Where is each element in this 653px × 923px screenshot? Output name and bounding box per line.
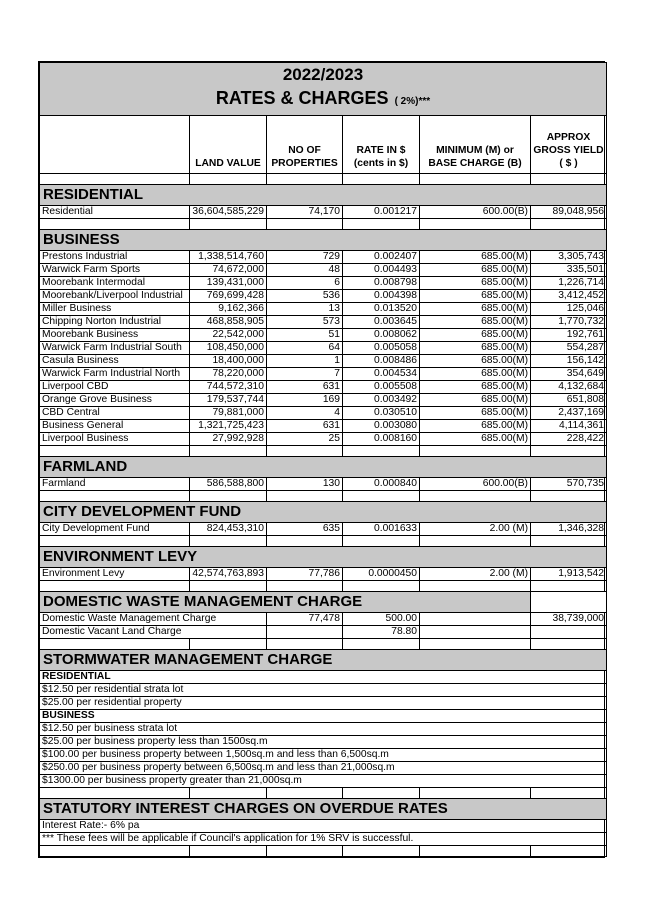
cell-no-of-properties: 7 — [267, 368, 343, 381]
cell-gross-yield: 651,808 — [531, 394, 607, 407]
title-main: RATES & CHARGES — [215, 88, 389, 108]
cell-no-of-properties: 536 — [267, 290, 343, 303]
cell-land-value: 78,220,000 — [190, 368, 267, 381]
section-farmland — [40, 457, 607, 478]
cell-minimum: 685.00(M) — [420, 381, 531, 394]
header-rate: RATE IN $ (cents in $) — [343, 116, 420, 174]
cell-no-of-properties: 51 — [267, 329, 343, 342]
rates-sheet — [38, 61, 605, 858]
list-item — [40, 723, 607, 736]
title-cell — [40, 63, 607, 116]
table-row — [40, 433, 607, 446]
cell-land-value: 18,400,000 — [190, 355, 267, 368]
cell-row-label: Residential — [40, 206, 190, 219]
full-text: $1300.00 per business property greater than 21,000sq.m — [40, 775, 607, 788]
cell-no-of-properties: 77,786 — [267, 568, 343, 581]
cell-no-of-properties — [267, 626, 343, 639]
cell-no-of-properties: 77,478 — [267, 613, 343, 626]
title-year: 2022/2023 — [282, 65, 364, 84]
header-yield: APPROX GROSS YIELD ( $ ) — [531, 116, 607, 174]
header-row — [40, 116, 607, 174]
list-item — [40, 833, 607, 846]
cell-gross-yield: 1,346,328 — [531, 523, 607, 536]
spacer-row — [40, 581, 607, 592]
cell-gross-yield: 125,046 — [531, 303, 607, 316]
cell-gross-yield: 335,501 — [531, 264, 607, 277]
cell-land-value: 74,672,000 — [190, 264, 267, 277]
cell-minimum: 685.00(M) — [420, 303, 531, 316]
cell-gross-yield: 4,114,361 — [531, 420, 607, 433]
section-title: FARMLAND — [40, 457, 607, 478]
list-item — [40, 671, 607, 684]
cell-land-value: 22,542,000 — [190, 329, 267, 342]
cell-charge: 78.80 — [343, 626, 420, 639]
spacer-row — [40, 219, 607, 230]
cell-land-value: 468,858,905 — [190, 316, 267, 329]
cell-no-of-properties: 169 — [267, 394, 343, 407]
table-row — [40, 381, 607, 394]
section-cdf — [40, 502, 607, 523]
list-item — [40, 762, 607, 775]
cell-minimum: 685.00(M) — [420, 394, 531, 407]
cell-rate: 0.002407 — [343, 251, 420, 264]
table-row — [40, 264, 607, 277]
table-row — [40, 251, 607, 264]
cell-no-of-properties: 573 — [267, 316, 343, 329]
table-row — [40, 316, 607, 329]
cell-no-of-properties: 1 — [267, 355, 343, 368]
title-row — [40, 63, 607, 116]
cell-minimum: 600.00(B) — [420, 206, 531, 219]
cell-gross-yield: 554,287 — [531, 342, 607, 355]
cell-minimum: 685.00(M) — [420, 368, 531, 381]
cell-gross-yield: 354,649 — [531, 368, 607, 381]
cell-rate: 0.000840 — [343, 478, 420, 491]
section-title: RESIDENTIAL — [40, 185, 607, 206]
cell-no-of-properties: 48 — [267, 264, 343, 277]
section-business — [40, 230, 607, 251]
cell-gross-yield: 3,412,452 — [531, 290, 607, 303]
title-note: ( 2%)*** — [394, 96, 431, 107]
cell-no-of-properties: 4 — [267, 407, 343, 420]
section-title: ENVIRONMENT LEVY — [40, 547, 607, 568]
cell-land-value: 1,338,514,760 — [190, 251, 267, 264]
cell-row-label: Prestons Industrial — [40, 251, 190, 264]
table-row — [40, 290, 607, 303]
cell-minimum: 600.00(B) — [420, 478, 531, 491]
section-stormwater — [40, 650, 607, 671]
cell-no-of-properties: 130 — [267, 478, 343, 491]
cell-row-label: Domestic Vacant Land Charge — [40, 626, 267, 639]
cell-row-label: Farmland — [40, 478, 190, 491]
cell-gross-yield: 192,761 — [531, 329, 607, 342]
cell-gross-yield: 1,226,714 — [531, 277, 607, 290]
header-no-of-properties: NO OF PROPERTIES — [267, 116, 343, 174]
cell-land-value: 769,699,428 — [190, 290, 267, 303]
list-item — [40, 749, 607, 762]
header-land-value: LAND VALUE — [190, 116, 267, 174]
cell-no-of-properties: 729 — [267, 251, 343, 264]
cell-rate: 0.003645 — [343, 316, 420, 329]
cell-no-of-properties: 13 — [267, 303, 343, 316]
cell-row-label: Domestic Waste Management Charge — [40, 613, 267, 626]
cell-row-label: Casula Business — [40, 355, 190, 368]
cell-row-label: Liverpool Business — [40, 433, 190, 446]
cell-land-value: 824,453,310 — [190, 523, 267, 536]
cell-minimum: 685.00(M) — [420, 251, 531, 264]
cell-rate: 0.008062 — [343, 329, 420, 342]
spacer-row — [40, 174, 607, 185]
cell-minimum: 685.00(M) — [420, 433, 531, 446]
cell-row-label: Environment Levy — [40, 568, 190, 581]
list-item — [40, 820, 607, 833]
full-text: $100.00 per business property between 1,500sq.m and less than 6,500sq.m — [40, 749, 607, 762]
cell-rate: 0.001633 — [343, 523, 420, 536]
cell-land-value: 27,992,928 — [190, 433, 267, 446]
cell-minimum: 685.00(M) — [420, 277, 531, 290]
cell-gross-yield: 1,770,732 — [531, 316, 607, 329]
section-interest — [40, 799, 607, 820]
header-cell — [40, 116, 190, 174]
cell-minimum: 2.00 (M) — [420, 568, 531, 581]
cell-land-value: 36,604,585,229 — [190, 206, 267, 219]
table-row — [40, 342, 607, 355]
table-row — [40, 523, 607, 536]
rates-table — [39, 62, 607, 857]
full-text: $25.00 per residential property — [40, 697, 607, 710]
cell-land-value: 139,431,000 — [190, 277, 267, 290]
cell-land-value: 79,881,000 — [190, 407, 267, 420]
cell-land-value: 9,162,366 — [190, 303, 267, 316]
cell-gross-yield: 89,048,956 — [531, 206, 607, 219]
cell-no-of-properties: 635 — [267, 523, 343, 536]
full-text: $12.50 per business strata lot — [40, 723, 607, 736]
section-residential — [40, 185, 607, 206]
cell-gross-yield: 3,305,743 — [531, 251, 607, 264]
cell-gross-yield: 228,422 — [531, 433, 607, 446]
cell-minimum: 2.00 (M) — [420, 523, 531, 536]
cell-minimum: 685.00(M) — [420, 264, 531, 277]
table-row — [40, 206, 607, 219]
table-row — [40, 478, 607, 491]
table-row — [40, 329, 607, 342]
cell-row-label: Warwick Farm Industrial North — [40, 368, 190, 381]
cell-land-value: 744,572,310 — [190, 381, 267, 394]
cell-row-label: Moorebank/Liverpool Industrial — [40, 290, 190, 303]
cell-minimum: 685.00(M) — [420, 355, 531, 368]
cell-row-label: Warwick Farm Industrial South — [40, 342, 190, 355]
cell-rate: 0.001217 — [343, 206, 420, 219]
table-row — [40, 355, 607, 368]
table-row — [40, 613, 607, 626]
section-dwm — [40, 592, 607, 613]
cell-gross-yield — [531, 626, 607, 639]
cell-rate: 0.003080 — [343, 420, 420, 433]
list-item — [40, 684, 607, 697]
cell-rate: 0.004398 — [343, 290, 420, 303]
cell-no-of-properties: 64 — [267, 342, 343, 355]
cell-gross-yield: 570,735 — [531, 478, 607, 491]
table-row — [40, 568, 607, 581]
cell-row-label: CBD Central — [40, 407, 190, 420]
cell-row-label: Moorebank Intermodal — [40, 277, 190, 290]
spacer-row — [40, 536, 607, 547]
full-text: RESIDENTIAL — [40, 671, 607, 684]
cell-row-label: Business General — [40, 420, 190, 433]
cell-rate: 0.004493 — [343, 264, 420, 277]
cell-row-label: Orange Grove Business — [40, 394, 190, 407]
table-row — [40, 277, 607, 290]
table-row — [40, 626, 607, 639]
cell-rate: 0.030510 — [343, 407, 420, 420]
cell-rate: 0.005058 — [343, 342, 420, 355]
list-item — [40, 710, 607, 723]
cell-minimum: 685.00(M) — [420, 342, 531, 355]
cell-rate: 0.003492 — [343, 394, 420, 407]
cell-no-of-properties: 631 — [267, 420, 343, 433]
list-item — [40, 697, 607, 710]
cell-row-label: Warwick Farm Sports — [40, 264, 190, 277]
cell-no-of-properties: 6 — [267, 277, 343, 290]
cell-land-value: 179,537,744 — [190, 394, 267, 407]
spacer-row — [40, 446, 607, 457]
cell-rate: 0.0000450 — [343, 568, 420, 581]
cell-gross-yield: 38,739,000 — [531, 613, 607, 626]
cell-minimum: 685.00(M) — [420, 290, 531, 303]
table-row — [40, 420, 607, 433]
header-minimum: MINIMUM (M) or BASE CHARGE (B) — [420, 116, 531, 174]
cell-rate: 0.008160 — [343, 433, 420, 446]
cell-minimum: 685.00(M) — [420, 407, 531, 420]
cell-rate: 0.008798 — [343, 277, 420, 290]
list-item — [40, 736, 607, 749]
cell-rate: 0.008486 — [343, 355, 420, 368]
table-row — [40, 394, 607, 407]
cell-rate: 0.004534 — [343, 368, 420, 381]
section-title: STATUTORY INTEREST CHARGES ON OVERDUE RATES — [40, 799, 607, 820]
section-title: BUSINESS — [40, 230, 607, 251]
full-text: $12.50 per residential strata lot — [40, 684, 607, 697]
cell-gross-yield: 156,142 — [531, 355, 607, 368]
spacer-row — [40, 788, 607, 799]
cell-no-of-properties: 74,170 — [267, 206, 343, 219]
cell-land-value: 42,574,763,893 — [190, 568, 267, 581]
cell-land-value: 1,321,725,423 — [190, 420, 267, 433]
section-env — [40, 547, 607, 568]
cell-charge: 500.00 — [343, 613, 420, 626]
list-item — [40, 775, 607, 788]
full-text: *** These fees will be applicable if Council's application for 1% SRV is successful. — [40, 833, 607, 846]
section-title: DOMESTIC WASTE MANAGEMENT CHARGE — [40, 592, 531, 613]
cell-land-value: 108,450,000 — [190, 342, 267, 355]
cell-row-label: Chipping Norton Industrial — [40, 316, 190, 329]
cell-row-label: Liverpool CBD — [40, 381, 190, 394]
cell-gross-yield: 4,132,684 — [531, 381, 607, 394]
cell-no-of-properties: 25 — [267, 433, 343, 446]
cell-gross-yield: 2,437,169 — [531, 407, 607, 420]
spacer-row — [40, 491, 607, 502]
full-text: Interest Rate:- 6% pa — [40, 820, 607, 833]
cell-rate: 0.005508 — [343, 381, 420, 394]
section-title: STORMWATER MANAGEMENT CHARGE — [40, 650, 607, 671]
cell-rate: 0.013520 — [343, 303, 420, 316]
cell-gross-yield: 1,913,542 — [531, 568, 607, 581]
cell-row-label: Moorebank Business — [40, 329, 190, 342]
cell-no-of-properties: 631 — [267, 381, 343, 394]
cell-minimum: 685.00(M) — [420, 420, 531, 433]
cell-row-label: City Development Fund — [40, 523, 190, 536]
section-title: CITY DEVELOPMENT FUND — [40, 502, 607, 523]
cell-minimum: 685.00(M) — [420, 329, 531, 342]
full-text: $250.00 per business property between 6,500sq.m and less than 21,000sq.m — [40, 762, 607, 775]
spacer-row — [40, 846, 607, 857]
cell-minimum: 685.00(M) — [420, 316, 531, 329]
table-row — [40, 368, 607, 381]
full-text: $25.00 per business property less than 1500sq.m — [40, 736, 607, 749]
table-row — [40, 303, 607, 316]
table-row — [40, 407, 607, 420]
spacer-row — [40, 639, 607, 650]
full-text: BUSINESS — [40, 710, 607, 723]
cell-row-label: Miller Business — [40, 303, 190, 316]
cell-land-value: 586,588,800 — [190, 478, 267, 491]
